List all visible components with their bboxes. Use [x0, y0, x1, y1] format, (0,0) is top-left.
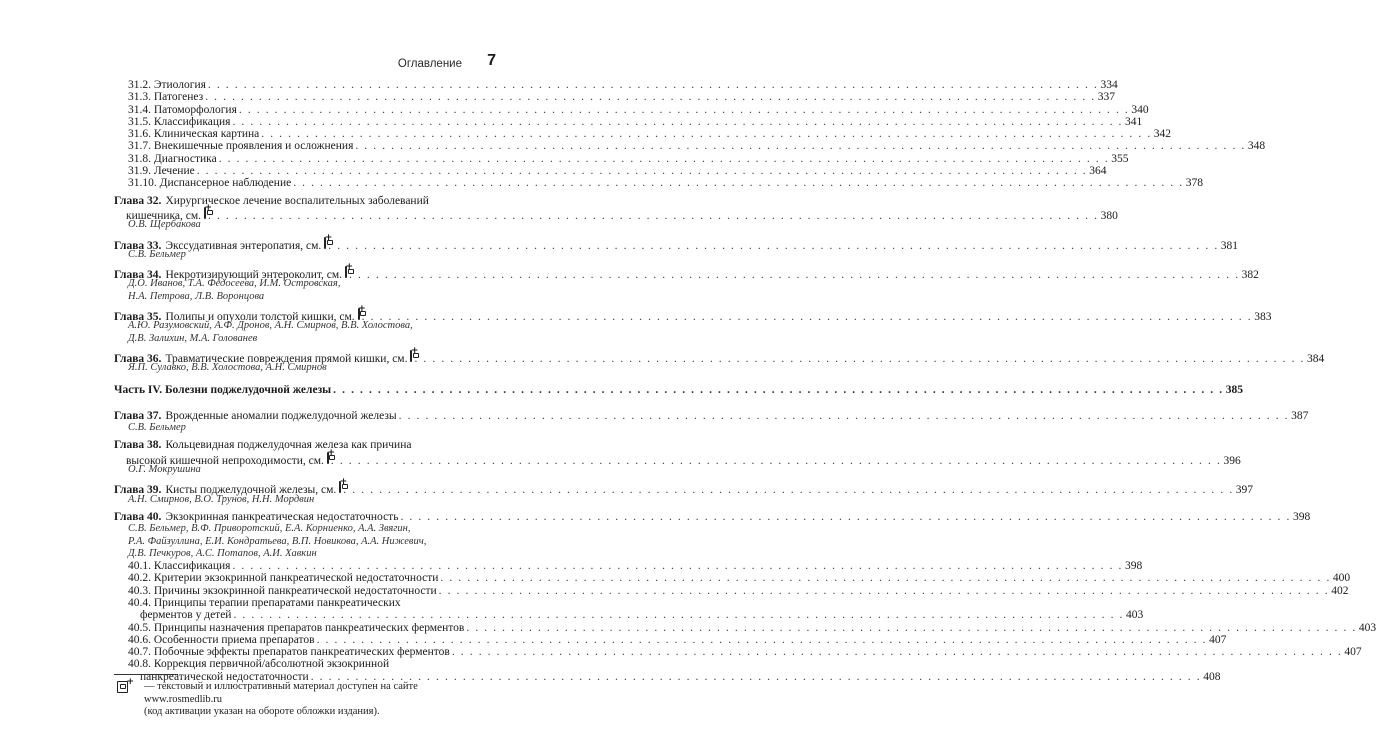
page-ref: 407: [1344, 646, 1362, 659]
toc-chapter-entry-cont[interactable]: [114, 452, 1241, 467]
footnote-divider: [114, 674, 178, 675]
toc-chapter-entry[interactable]: [114, 266, 1259, 282]
section-title: 31.2. Этиология: [128, 79, 206, 91]
chapter-title: Экзокринная панкреатическая недостаточность: [165, 510, 399, 523]
chapter-authors: О.Г. Мокрушина: [128, 464, 201, 476]
dot-leader: [349, 269, 1240, 281]
toc-chapter-entry[interactable]: [114, 481, 1254, 497]
chapter-title: Врожденные аномалии поджелудочной железы: [165, 409, 397, 422]
dot-leader: [343, 484, 1234, 496]
section-title: 31.3. Патогенез: [128, 91, 204, 104]
dot-leader: [197, 165, 1088, 177]
page-ref: 383: [1254, 311, 1272, 324]
page-ref: 403: [1126, 609, 1144, 622]
chapter-title: Некротизирующий энтероколит, см.: [165, 269, 343, 282]
chapter-label: Глава 36.: [114, 352, 162, 365]
page-ref: 387: [1291, 409, 1309, 422]
online-material-icon: [324, 237, 326, 249]
chapter-title: Хирургическое лечение воспалительных заболеваний: [165, 194, 429, 207]
toc-section-entry[interactable]: [114, 658, 484, 670]
chapter-authors: Н.А. Петрова, Л.В. Воронцова: [128, 290, 265, 302]
chapter-title: Полипы и опухоли толстой кишки, см.: [165, 311, 355, 324]
dot-leader: [232, 116, 1123, 128]
running-header: [0, 52, 600, 76]
page-ref: 364: [1089, 165, 1107, 178]
section-title: 31.8. Диагностика: [128, 152, 217, 165]
toc-section-entry[interactable]: [114, 177, 1203, 190]
toc-section-entry[interactable]: [114, 584, 1349, 597]
section-title: 31.9. Лечение: [128, 165, 195, 178]
dot-leader: [233, 609, 1124, 621]
section-title-cont: ферментов у детей: [140, 609, 232, 622]
chapter-title: Кольцевидная поджелудочная железа как причина: [165, 439, 412, 452]
page-ref: 398: [1125, 560, 1143, 573]
spacer: [114, 375, 484, 384]
section-title-cont: панкреатической недостаточности: [140, 670, 309, 683]
dot-leader: [331, 455, 1222, 467]
chapter-authors: Я.П. Сулавко, В.В. Холостова, А.Н. Смирнов: [128, 362, 327, 374]
page-number: 7: [487, 52, 496, 69]
dot-leader: [333, 384, 1224, 396]
dot-leader: [317, 634, 1208, 646]
dot-leader: [208, 79, 1099, 91]
page-ref: 381: [1220, 239, 1239, 252]
toc-chapter-entry[interactable]: [114, 409, 1309, 422]
online-material-icon: [358, 308, 360, 320]
toc-section-entry[interactable]: [114, 560, 1143, 573]
page-ref: 408: [1203, 670, 1221, 683]
section-title: 31.5. Классификация: [128, 115, 231, 128]
toc-section-entry[interactable]: [114, 165, 1107, 178]
page-ref: 402: [1331, 584, 1349, 597]
chapter-title: Травматические повреждения прямой кишки, см.: [165, 352, 408, 365]
chapter-authors: Р.А. Файзуллина, Е.И. Кондратьева, В.П. Новикова, А.А. Нижевич,: [128, 535, 427, 547]
chapter-authors: С.В. Бельмер: [128, 422, 186, 434]
toc-chapter-entry[interactable]: [114, 195, 484, 207]
chapter-title-cont: высокой кишечной непроходимости, см.: [126, 454, 324, 467]
toc-section-entry-cont[interactable]: [114, 609, 1144, 622]
toc-chapter-entry[interactable]: [114, 308, 1272, 324]
toc-section-entry[interactable]: [114, 152, 1129, 165]
toc-chapter-entry[interactable]: [114, 350, 1325, 365]
table-of-contents: [114, 79, 1376, 683]
toc-section-entry[interactable]: [114, 103, 1149, 116]
chapter-title: Экссудативная энтеропатия, см.: [165, 239, 322, 252]
chapter-authors: С.В. Бельмер: [128, 248, 186, 260]
section-title: 40.6. Особенности приема препаратов: [128, 633, 315, 646]
page-ref: 396: [1223, 454, 1241, 467]
online-material-icon: [410, 350, 412, 362]
chapter-title: Кисты поджелудочной железы, см.: [165, 484, 337, 497]
chapter-title-cont: кишечника, см.: [126, 209, 202, 222]
page-ref: 341: [1125, 115, 1143, 128]
toc-chapter-entry-cont[interactable]: [114, 207, 1118, 222]
page-ref: 342: [1153, 128, 1172, 141]
online-material-icon: [117, 681, 128, 693]
section-title: 40.5. Принципы назначения препаратов панкреатических ферментов: [128, 621, 465, 634]
dot-leader: [208, 210, 1099, 222]
chapter-authors: С.В. Бельмер, В.Ф. Приворотский, Е.А. Корниенко, А.А. Звягин,: [128, 523, 411, 535]
chapter-label: Глава 32.: [114, 194, 162, 207]
running-header-title: Оглавление: [397, 58, 462, 70]
chapter-label: Глава 39.: [114, 484, 162, 497]
page-ref: 398: [1292, 510, 1311, 523]
chapter-label: Глава 35.: [114, 311, 162, 324]
part-title: Часть IV. Болезни поджелудочной железы: [114, 383, 332, 396]
page-ref: 380: [1100, 209, 1118, 222]
page-ref: 384: [1307, 352, 1325, 365]
chapter-label: Глава 38.: [114, 439, 162, 452]
toc-chapter-entry[interactable]: [114, 439, 484, 451]
footnote-text-line2: (код активации указан на обороте обложки издания).: [144, 706, 380, 717]
spacer: [114, 396, 484, 405]
section-title: 31.7. Внекишечные проявления и осложнения: [128, 140, 354, 153]
section-title: 40.2. Критерии экзокринной панкреатической недостаточности: [128, 572, 439, 585]
toc-section-entry[interactable]: [114, 633, 1227, 646]
page-ref: 355: [1111, 152, 1129, 165]
page-ref: 385: [1225, 383, 1243, 396]
dot-leader: [328, 240, 1219, 252]
dot-leader: [205, 91, 1096, 103]
toc-chapter-entry[interactable]: [114, 510, 1311, 523]
page-ref: 407: [1209, 633, 1227, 646]
dot-leader: [399, 410, 1290, 422]
page-ref: 400: [1332, 572, 1351, 585]
chapter-label: Глава 37.: [114, 409, 162, 422]
page-ref: 337: [1097, 91, 1116, 104]
online-material-icon: [327, 452, 329, 464]
page-ref: 348: [1247, 140, 1266, 153]
page-ref: 403: [1358, 621, 1376, 634]
section-title: 40.3. Причины экзокринной панкреатической недостаточности: [128, 584, 437, 597]
online-material-icon: [345, 266, 347, 278]
toc-section-entry[interactable]: [114, 140, 1266, 153]
section-title: 31.10. Диспансерное наблюдение: [128, 177, 292, 190]
chapter-authors: А.Н. Смирнов, В.О. Трунов, Н.Н. Мордвин: [128, 493, 315, 505]
dot-leader: [219, 153, 1110, 165]
dot-leader: [293, 177, 1184, 189]
page-ref: 397: [1235, 484, 1254, 497]
chapter-authors: О.В. Щербакова: [128, 219, 201, 231]
dot-leader: [452, 646, 1343, 658]
section-title: 40.4. Принципы терапии препаратами панкреатических: [128, 596, 401, 609]
section-title: 40.8. Коррекция первичной/абсолютной экзокринной: [128, 658, 390, 671]
toc-section-entry[interactable]: [114, 621, 1376, 634]
chapter-authors: Д.В. Печкуров, А.С. Потапов, А.И. Хавкин: [128, 547, 317, 559]
toc-section-entry[interactable]: [114, 597, 484, 609]
dot-leader: [232, 560, 1123, 572]
footnote-text-line1: — текстовый и иллюстративный материал доступен на сайте www.rosmedlib.ru: [144, 681, 418, 705]
toc-chapter-entry[interactable]: [114, 237, 1239, 252]
toc-section-entry[interactable]: [114, 572, 1351, 585]
chapter-authors: Д.В. Залихин, М.А. Голованев: [128, 332, 258, 344]
toc-section-entry[interactable]: [114, 115, 1143, 128]
chapter-label: Глава 33.: [114, 239, 162, 252]
chapter-authors: А.Ю. Разумовский, А.Ф. Дронов, А.Н. Смирнов, В.В. Холостова,: [128, 320, 413, 332]
section-title: 40.1. Классификация: [128, 560, 231, 573]
chapter-label: Глава 40.: [114, 510, 162, 523]
dot-leader: [239, 104, 1130, 116]
toc-part-entry[interactable]: [114, 383, 1243, 396]
toc-section-entry[interactable]: [114, 646, 1362, 659]
online-material-icon: [204, 207, 206, 219]
chapter-authors: Д.О. Иванов, Т.А. Федосеева, И.М. Островская,: [128, 278, 341, 290]
page-ref: 378: [1185, 177, 1203, 190]
dot-leader: [400, 511, 1291, 523]
dot-leader: [439, 585, 1330, 597]
dot-leader: [414, 353, 1305, 365]
toc-section-entry[interactable]: [114, 91, 1116, 104]
section-title: 40.7. Побочные эффекты препаратов панкреатических ферментов: [128, 646, 450, 659]
toc-section-entry[interactable]: [114, 79, 1118, 91]
section-title: 31.6. Клиническая картина: [128, 128, 260, 141]
dot-leader: [261, 128, 1152, 140]
page-ref: 334: [1100, 79, 1118, 91]
section-title: 31.4. Патоморфология: [128, 103, 237, 116]
page-ref: 340: [1131, 103, 1149, 116]
online-material-icon: [339, 481, 341, 493]
chapter-label: Глава 34.: [114, 269, 162, 282]
dot-leader: [355, 140, 1246, 152]
dot-leader: [362, 311, 1253, 323]
toc-section-entry[interactable]: [114, 128, 1172, 141]
page-ref: 382: [1241, 269, 1259, 282]
dot-leader: [440, 572, 1331, 584]
footnote: [114, 681, 494, 719]
dot-leader: [466, 622, 1357, 634]
